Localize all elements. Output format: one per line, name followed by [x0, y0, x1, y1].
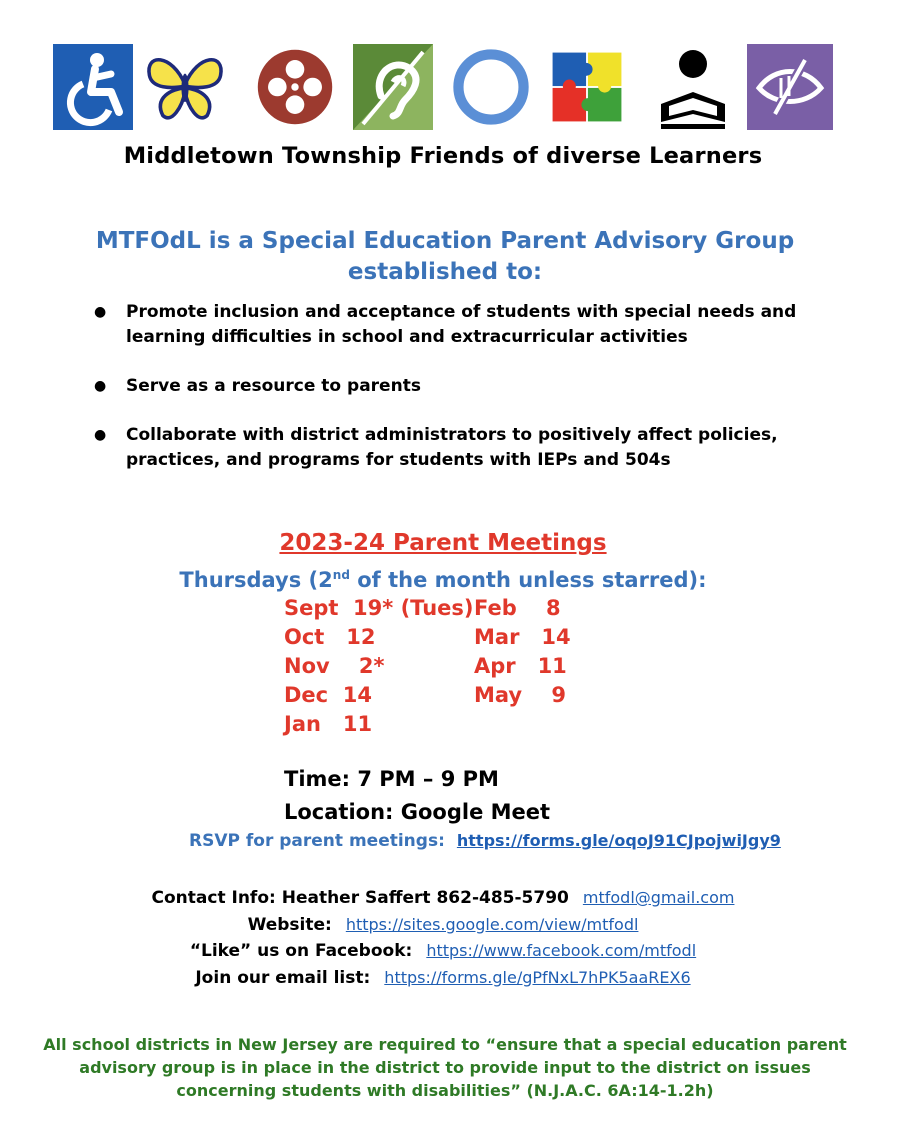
email-link[interactable]: mtfodl@gmail.com	[582, 888, 735, 907]
website-link[interactable]: https://sites.google.com/view/mtfodl	[345, 914, 639, 934]
meeting-date: Dec 14	[284, 683, 372, 707]
contact-row	[0, 885, 886, 912]
rsvp-line	[189, 831, 781, 851]
email-list-link[interactable]: https://forms.gle/gPfNxL7hPK5aaREX6	[384, 967, 691, 987]
meeting-date: Oct 12	[284, 625, 376, 649]
date-row	[284, 683, 604, 712]
list-item	[90, 300, 850, 350]
meeting-date: Apr 11	[474, 654, 567, 678]
rsvp-label: RSVP for parent meetings:	[189, 831, 445, 851]
list-item-text: Collaborate with district administrators to positively affect policies, practices, and programs for students with IEPs and 504s	[126, 425, 778, 470]
email-list-row	[0, 965, 886, 992]
meeting-date: Nov 2*	[284, 654, 385, 678]
mission-list	[90, 300, 850, 497]
email-list-label: Join our email list:	[195, 967, 371, 988]
list-item-text: Promote inclusion and acceptance of students with special needs and learning difficulties in school and extracurricular activities	[126, 302, 797, 347]
contact-block	[0, 885, 886, 991]
icon-banner	[53, 44, 833, 132]
bullet-icon: ●	[94, 427, 107, 443]
date-row	[284, 712, 604, 741]
puzzle-icon	[547, 44, 627, 130]
meeting-date: May 9	[474, 683, 566, 707]
facebook-label: “Like” us on Facebook:	[189, 941, 413, 961]
contact-label: Contact Info: Heather Saffert 862-485-5790	[151, 888, 569, 908]
meeting-dates	[284, 596, 604, 741]
legal-notice: All school districts in New Jersey are required to “ensure that a special education parent advisory group is in place in the district to provide input to the district on issues concerning students with disabilities” (N.J.A.C. 6A:14-1.2h)	[43, 1035, 847, 1100]
wheelchair-icon	[53, 44, 133, 130]
list-item	[90, 423, 850, 473]
date-row	[284, 596, 604, 625]
date-row	[284, 654, 604, 683]
list-item-text: Serve as a resource to parents	[126, 376, 421, 396]
website-label: Website:	[247, 914, 332, 935]
film-reel-icon	[255, 44, 335, 130]
mission-headline: MTFOdL is a Special Education Parent Advisory Group established to:	[95, 228, 795, 285]
meetings-title: 2023-24 Parent Meetings	[279, 530, 607, 556]
page-title: Middletown Township Friends of diverse Learners	[123, 143, 763, 169]
low-vision-icon	[747, 44, 833, 130]
bullet-icon: ●	[94, 304, 107, 320]
rsvp-link[interactable]: https://forms.gle/oqoJ91CJpojwiJgy9	[456, 831, 781, 850]
facebook-row	[0, 938, 886, 965]
meeting-date: Mar 14	[474, 625, 571, 649]
facebook-link[interactable]: https://www.facebook.com/mtfodl	[426, 941, 697, 960]
meeting-date: Sept 19* (Tues)	[284, 596, 474, 620]
date-row	[284, 625, 604, 654]
meeting-date: Jan 11	[284, 712, 373, 736]
meetings-schedule-note	[0, 568, 886, 592]
bullet-icon: ●	[94, 378, 107, 394]
hearing-icon	[353, 44, 433, 130]
schedule-note-text: Thursdays (2	[179, 568, 333, 592]
meeting-time: Time: 7 PM – 9 PM	[284, 767, 499, 791]
meeting-date: Feb 8	[474, 596, 561, 620]
schedule-note-text-end: of the month unless starred):	[349, 568, 707, 592]
website-row	[0, 912, 886, 939]
meeting-location: Location: Google Meet	[284, 800, 551, 824]
circle-icon	[451, 44, 531, 130]
reader-icon	[653, 44, 733, 130]
butterfly-icon	[145, 44, 225, 130]
schedule-note-superscript: nd	[332, 568, 350, 582]
list-item	[90, 374, 850, 399]
